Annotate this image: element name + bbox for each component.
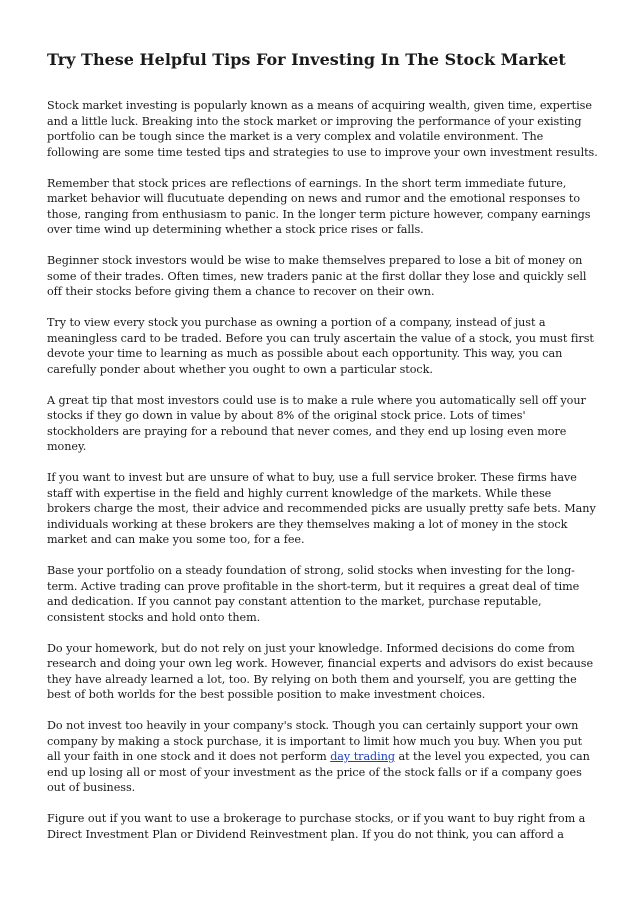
paragraph-broker: If you want to invest but are unsure of what to buy, use a full service broker. These firms have staff with expertise in the field and highly current knowledge of the markets. While these brokers charge the most, their advice and recommended picks are usually pretty safe bets. Many individuals working at these brokers are they themselves making a lot of money in the stock market and can make you some too, for a fee. xyxy=(47,471,596,546)
paragraph-ownership: Try to view every stock you purchase as owning a portion of a company, instead of just a meaningless card to be traded. Before you can truly ascertain the value of a stock, you must first devote your time to learning as much as possible about each opportunity. This way, you can carefully ponder about whether you ought to own a particular stock. xyxy=(47,316,594,376)
day-trading-link[interactable]: day trading xyxy=(330,750,395,763)
paragraph-earnings: Remember that stock prices are reflections of earnings. In the short term immediate future, market behavior will flucutuate depending on news and rumor and the emotional responses to those, ranging from enthusiasm to panic. In the longer term picture however, company earnings over time wind up determining whether a stock price rises or falls. xyxy=(47,176,591,236)
paragraph-homework: Do your homework, but do not rely on just your knowledge. Informed decisions do come from research and doing your own leg work. However, financial experts and advisors do exist because they have already learned a lot, too. By relying on both them and yourself, you are getting the best of both worlds for the best possible position to make investment choices. xyxy=(47,641,594,701)
paragraph-sell-rule: A great tip that most investors could use is to make a rule where you automatically sell off your stocks if they go down in value by about 8% of the original stock price. Lots of times' stockholders are praying for a rebound that never comes, and they end up losing even more money. xyxy=(47,393,586,453)
paragraph-brokerage-choice: Figure out if you want to use a brokerage to purchase stocks, or if you want to buy right from a Direct Investment Plan or Dividend Reinvestment plan. If you do not think, you can afford a xyxy=(47,812,586,841)
paragraph-text-after-link: at the level you expected, you can end up losing all or most of your investment as the price of the stock falls or if a company goes out of business. xyxy=(47,750,590,794)
paragraph-intro: Stock market investing is popularly known as a means of acquiring wealth, given time, expertise and a little luck. Breaking into the stock market or improving the performance of your existing portfolio can be tough since the market is a very complex and volatile environment. The following are some time tested tips and strategies to use to improve your own investment results. xyxy=(47,99,598,159)
document-title: Try These Helpful Tips For Investing In The Stock Market xyxy=(47,50,566,69)
paragraph-text-before-link: Do not invest too heavily in your company's stock. Though you can certainly support your own company by making a stock purchase, it is important to limit how much you buy. When you put all your faith in one stock and it does not perform xyxy=(47,719,583,763)
paragraph-portfolio: Base your portfolio on a steady foundation of strong, solid stocks when investing for the long-term. Active trading can prove profitable in the short-term, but it requires a great deal of time and dedication. If you cannot pay constant attention to the market, purchase reputable, consistent stocks and hold onto them. xyxy=(47,564,580,624)
paragraph-company-stock xyxy=(47,718,598,796)
paragraph-beginner: Beginner stock investors would be wise to make themselves prepared to lose a bit of money on some of their trades. Often times, new traders panic at the first dollar they lose and quickly sell off their stocks before giving them a chance to recover on their own. xyxy=(47,254,587,298)
